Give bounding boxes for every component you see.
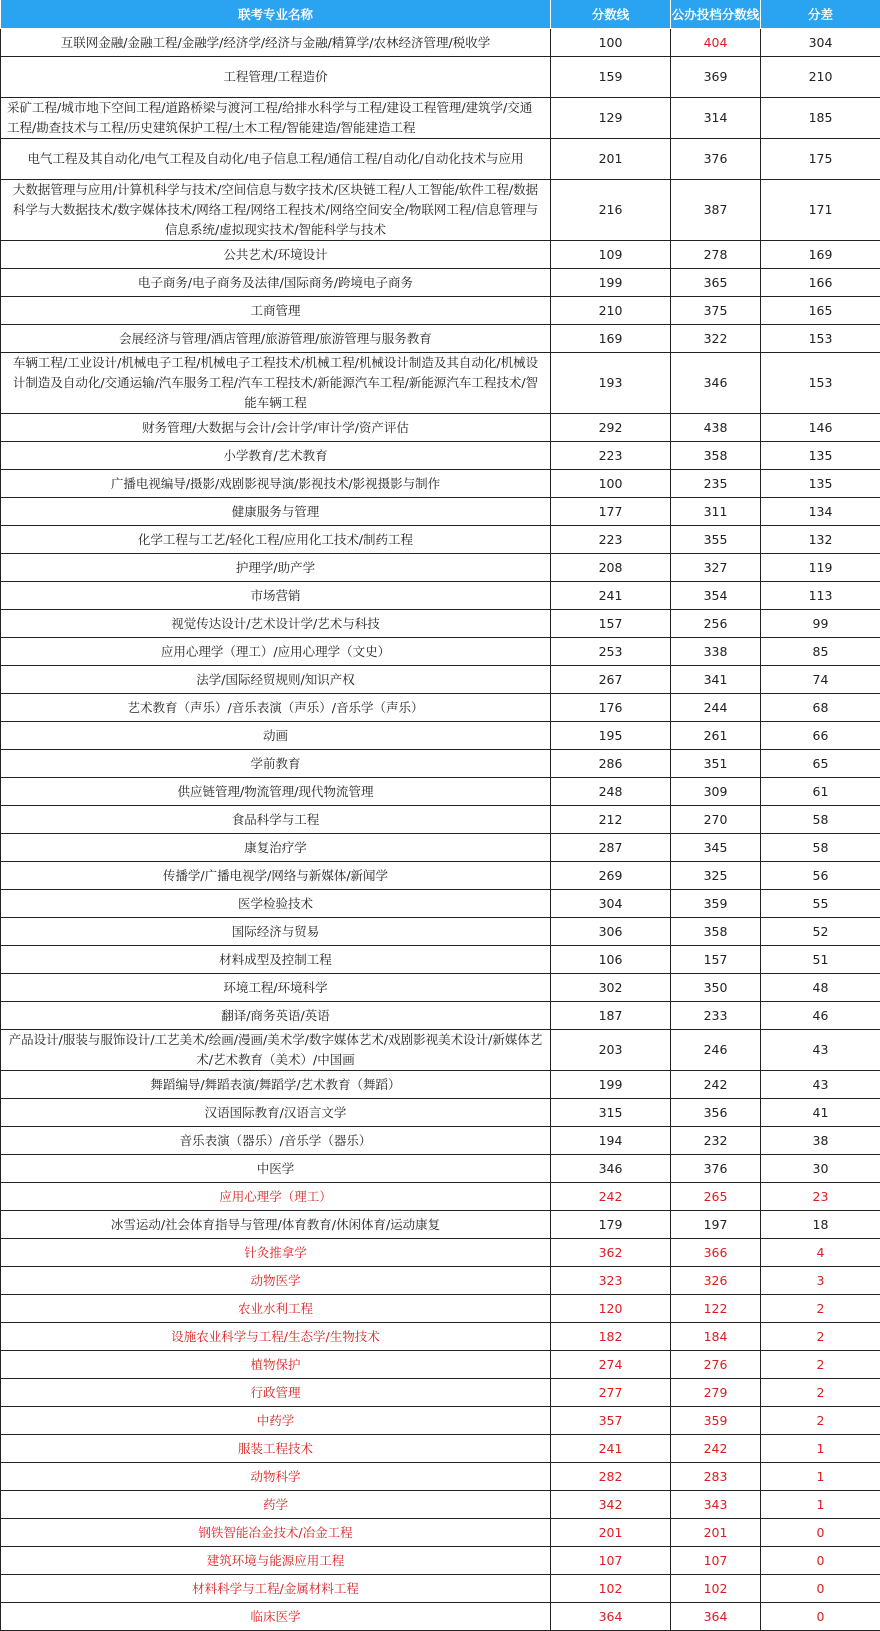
header-score-line: 分数线 — [551, 0, 671, 29]
score-line-cell: 176 — [551, 694, 671, 722]
score-line-cell: 177 — [551, 498, 671, 526]
major-name-cell: 健康服务与管理 — [1, 498, 551, 526]
score-difference-cell: 0 — [761, 1547, 880, 1575]
table-row — [1, 498, 880, 526]
table-row — [1, 98, 880, 139]
score-line-cell: 201 — [551, 1519, 671, 1547]
score-line-cell: 277 — [551, 1379, 671, 1407]
table-row — [1, 139, 880, 180]
major-name-cell: 建筑环境与能源应用工程 — [1, 1547, 551, 1575]
public-score-cell: 279 — [671, 1379, 761, 1407]
major-name-cell: 行政管理 — [1, 1379, 551, 1407]
public-score-cell: 276 — [671, 1351, 761, 1379]
score-difference-cell: 2 — [761, 1295, 880, 1323]
table-row — [1, 1295, 880, 1323]
score-line-cell: 342 — [551, 1491, 671, 1519]
public-score-cell: 270 — [671, 806, 761, 834]
major-name-cell: 采矿工程/城市地下空间工程/道路桥梁与渡河工程/给排水科学与工程/建设工程管理/建筑学/交通工程/勘查技术与工程/历史建筑保护工程/土木工程/智能建造/智能建造工程 — [1, 98, 551, 139]
public-score-cell: 376 — [671, 139, 761, 180]
score-difference-cell: 99 — [761, 610, 880, 638]
score-difference-cell: 85 — [761, 638, 880, 666]
public-score-cell: 283 — [671, 1463, 761, 1491]
table-row — [1, 834, 880, 862]
score-line-cell: 208 — [551, 554, 671, 582]
table-row — [1, 750, 880, 778]
major-name-cell: 国际经济与贸易 — [1, 918, 551, 946]
score-difference-cell: 1 — [761, 1463, 880, 1491]
public-score-cell: 369 — [671, 57, 761, 98]
major-name-cell: 护理学/助产学 — [1, 554, 551, 582]
table-row — [1, 1435, 880, 1463]
public-score-cell: 235 — [671, 470, 761, 498]
public-score-cell: 358 — [671, 442, 761, 470]
table-row — [1, 325, 880, 353]
score-line-cell: 210 — [551, 297, 671, 325]
major-name-cell: 材料科学与工程/金属材料工程 — [1, 1575, 551, 1603]
table-row — [1, 666, 880, 694]
table-row — [1, 554, 880, 582]
table-row — [1, 414, 880, 442]
major-name-cell: 工商管理 — [1, 297, 551, 325]
score-line-cell: 102 — [551, 1575, 671, 1603]
score-difference-cell: 30 — [761, 1155, 880, 1183]
score-difference-cell: 153 — [761, 325, 880, 353]
table-row — [1, 1127, 880, 1155]
public-score-cell: 322 — [671, 325, 761, 353]
table-row — [1, 918, 880, 946]
table-row — [1, 57, 880, 98]
major-name-cell: 传播学/广播电视学/网络与新媒体/新闻学 — [1, 862, 551, 890]
score-line-cell: 274 — [551, 1351, 671, 1379]
score-line-cell: 304 — [551, 890, 671, 918]
score-difference-cell: 153 — [761, 353, 880, 414]
table-row — [1, 946, 880, 974]
score-line-cell: 306 — [551, 918, 671, 946]
score-difference-cell: 0 — [761, 1519, 880, 1547]
score-difference-cell: 58 — [761, 834, 880, 862]
score-line-cell: 282 — [551, 1463, 671, 1491]
score-difference-cell: 18 — [761, 1211, 880, 1239]
score-difference-cell: 171 — [761, 180, 880, 241]
score-line-cell: 223 — [551, 526, 671, 554]
header-major-name: 联考专业名称 — [1, 0, 551, 29]
public-score-cell: 309 — [671, 778, 761, 806]
score-line-cell: 203 — [551, 1030, 671, 1071]
public-score-cell: 197 — [671, 1211, 761, 1239]
public-score-cell: 107 — [671, 1547, 761, 1575]
public-score-cell: 201 — [671, 1519, 761, 1547]
major-name-cell: 产品设计/服装与服饰设计/工艺美术/绘画/漫画/美术学/数字媒体艺术/戏剧影视美术设计/新媒体艺术/艺术教育（美术）/中国画 — [1, 1030, 551, 1071]
score-difference-cell: 56 — [761, 862, 880, 890]
public-score-cell: 242 — [671, 1071, 761, 1099]
score-line-cell: 179 — [551, 1211, 671, 1239]
score-difference-cell: 1 — [761, 1491, 880, 1519]
major-name-cell: 动物医学 — [1, 1267, 551, 1295]
score-difference-cell: 4 — [761, 1239, 880, 1267]
score-line-cell: 223 — [551, 442, 671, 470]
table-row — [1, 1547, 880, 1575]
major-name-cell: 供应链管理/物流管理/现代物流管理 — [1, 778, 551, 806]
score-difference-cell: 175 — [761, 139, 880, 180]
public-score-cell: 354 — [671, 582, 761, 610]
score-difference-cell: 74 — [761, 666, 880, 694]
public-score-cell: 233 — [671, 1002, 761, 1030]
public-score-cell: 102 — [671, 1575, 761, 1603]
table-row — [1, 1002, 880, 1030]
major-name-cell: 公共艺术/环境设计 — [1, 241, 551, 269]
major-name-cell: 钢铁智能冶金技术/冶金工程 — [1, 1519, 551, 1547]
score-line-cell: 212 — [551, 806, 671, 834]
score-difference-cell: 23 — [761, 1183, 880, 1211]
table-row — [1, 1603, 880, 1631]
score-line-cell: 269 — [551, 862, 671, 890]
table-row — [1, 722, 880, 750]
major-name-cell: 工程管理/工程造价 — [1, 57, 551, 98]
score-difference-cell: 3 — [761, 1267, 880, 1295]
score-difference-cell: 43 — [761, 1030, 880, 1071]
public-score-cell: 244 — [671, 694, 761, 722]
table-row — [1, 180, 880, 241]
major-name-cell: 翻译/商务英语/英语 — [1, 1002, 551, 1030]
public-score-cell: 438 — [671, 414, 761, 442]
score-difference-cell: 2 — [761, 1407, 880, 1435]
major-name-cell: 财务管理/大数据与会计/会计学/审计学/资产评估 — [1, 414, 551, 442]
public-score-cell: 184 — [671, 1323, 761, 1351]
score-difference-cell: 68 — [761, 694, 880, 722]
score-difference-cell: 135 — [761, 470, 880, 498]
table-row — [1, 1575, 880, 1603]
public-score-cell: 350 — [671, 974, 761, 1002]
table-row — [1, 1519, 880, 1547]
score-line-cell: 199 — [551, 1071, 671, 1099]
major-name-cell: 医学检验技术 — [1, 890, 551, 918]
major-name-cell: 市场营销 — [1, 582, 551, 610]
public-score-cell: 364 — [671, 1603, 761, 1631]
major-name-cell: 应用心理学（理工）/应用心理学（文史） — [1, 638, 551, 666]
major-name-cell: 应用心理学（理工） — [1, 1183, 551, 1211]
score-line-cell: 199 — [551, 269, 671, 297]
score-line-cell: 216 — [551, 180, 671, 241]
public-score-cell: 265 — [671, 1183, 761, 1211]
score-line-cell: 362 — [551, 1239, 671, 1267]
table-row — [1, 297, 880, 325]
score-line-cell: 302 — [551, 974, 671, 1002]
score-difference-cell: 2 — [761, 1323, 880, 1351]
table-row — [1, 1463, 880, 1491]
major-name-cell: 服装工程技术 — [1, 1435, 551, 1463]
major-name-cell: 法学/国际经贸规则/知识产权 — [1, 666, 551, 694]
major-name-cell: 康复治疗学 — [1, 834, 551, 862]
public-score-cell: 355 — [671, 526, 761, 554]
table-row — [1, 1239, 880, 1267]
table-row — [1, 29, 880, 57]
major-name-cell: 电子商务/电子商务及法律/国际商务/跨境电子商务 — [1, 269, 551, 297]
table-row — [1, 638, 880, 666]
score-difference-cell: 165 — [761, 297, 880, 325]
table-row — [1, 1351, 880, 1379]
table-row — [1, 1071, 880, 1099]
major-name-cell: 针灸推拿学 — [1, 1239, 551, 1267]
score-line-cell: 120 — [551, 1295, 671, 1323]
score-line-cell: 100 — [551, 470, 671, 498]
public-score-cell: 356 — [671, 1099, 761, 1127]
table-row — [1, 1030, 880, 1071]
score-difference-cell: 169 — [761, 241, 880, 269]
major-name-cell: 广播电视编导/摄影/戏剧影视导演/影视技术/影视摄影与制作 — [1, 470, 551, 498]
table-row — [1, 1491, 880, 1519]
score-difference-cell: 146 — [761, 414, 880, 442]
public-score-cell: 326 — [671, 1267, 761, 1295]
header-score-difference: 分差 — [761, 0, 880, 29]
score-line-cell: 248 — [551, 778, 671, 806]
score-difference-cell: 46 — [761, 1002, 880, 1030]
score-line-cell: 106 — [551, 946, 671, 974]
score-difference-cell: 210 — [761, 57, 880, 98]
score-difference-cell: 61 — [761, 778, 880, 806]
score-difference-cell: 55 — [761, 890, 880, 918]
header-public-score-line: 公办投档分数线 — [671, 0, 761, 29]
table-row — [1, 778, 880, 806]
score-line-cell: 323 — [551, 1267, 671, 1295]
public-score-cell: 278 — [671, 241, 761, 269]
table-row — [1, 1267, 880, 1295]
score-line-cell: 287 — [551, 834, 671, 862]
major-name-cell: 舞蹈编导/舞蹈表演/舞蹈学/艺术教育（舞蹈） — [1, 1071, 551, 1099]
public-score-cell: 327 — [671, 554, 761, 582]
score-line-cell: 194 — [551, 1127, 671, 1155]
score-line-cell: 157 — [551, 610, 671, 638]
public-score-cell: 345 — [671, 834, 761, 862]
major-name-cell: 动物科学 — [1, 1463, 551, 1491]
score-difference-cell: 132 — [761, 526, 880, 554]
major-name-cell: 农业水利工程 — [1, 1295, 551, 1323]
table-row — [1, 1407, 880, 1435]
table-row — [1, 470, 880, 498]
score-difference-cell: 51 — [761, 946, 880, 974]
score-difference-cell: 185 — [761, 98, 880, 139]
score-line-cell: 195 — [551, 722, 671, 750]
score-line-cell: 201 — [551, 139, 671, 180]
table-row — [1, 862, 880, 890]
major-name-cell: 艺术教育（声乐）/音乐表演（声乐）/音乐学（声乐） — [1, 694, 551, 722]
score-line-cell: 193 — [551, 353, 671, 414]
public-score-cell: 246 — [671, 1030, 761, 1071]
score-difference-cell: 43 — [761, 1071, 880, 1099]
table-row — [1, 353, 880, 414]
score-line-cell: 182 — [551, 1323, 671, 1351]
public-score-cell: 359 — [671, 1407, 761, 1435]
score-line-cell: 169 — [551, 325, 671, 353]
table-row — [1, 610, 880, 638]
score-difference-cell: 166 — [761, 269, 880, 297]
public-score-cell: 375 — [671, 297, 761, 325]
public-score-cell: 346 — [671, 353, 761, 414]
table-row — [1, 269, 880, 297]
public-score-cell: 343 — [671, 1491, 761, 1519]
public-score-cell: 338 — [671, 638, 761, 666]
score-difference-cell: 0 — [761, 1575, 880, 1603]
score-line-cell: 364 — [551, 1603, 671, 1631]
major-name-cell: 会展经济与管理/酒店管理/旅游管理/旅游管理与服务教育 — [1, 325, 551, 353]
public-score-cell: 311 — [671, 498, 761, 526]
score-line-cell: 107 — [551, 1547, 671, 1575]
public-score-cell: 341 — [671, 666, 761, 694]
public-score-cell: 122 — [671, 1295, 761, 1323]
major-name-cell: 电气工程及其自动化/电气工程及自动化/电子信息工程/通信工程/自动化/自动化技术与应用 — [1, 139, 551, 180]
major-name-cell: 中药学 — [1, 1407, 551, 1435]
table-row — [1, 1183, 880, 1211]
public-score-cell: 325 — [671, 862, 761, 890]
major-name-cell: 化学工程与工艺/轻化工程/应用化工技术/制药工程 — [1, 526, 551, 554]
score-difference-cell: 48 — [761, 974, 880, 1002]
score-difference-cell: 58 — [761, 806, 880, 834]
table-row — [1, 1379, 880, 1407]
major-name-cell: 学前教育 — [1, 750, 551, 778]
score-difference-cell: 135 — [761, 442, 880, 470]
table-body — [1, 29, 880, 1631]
major-name-cell: 音乐表演（器乐）/音乐学（器乐） — [1, 1127, 551, 1155]
table-row — [1, 1099, 880, 1127]
score-line-cell: 357 — [551, 1407, 671, 1435]
score-line-cell: 241 — [551, 582, 671, 610]
major-name-cell: 汉语国际教育/汉语言文学 — [1, 1099, 551, 1127]
table-row — [1, 974, 880, 1002]
score-difference-cell: 113 — [761, 582, 880, 610]
major-name-cell: 植物保护 — [1, 1351, 551, 1379]
table-row — [1, 1323, 880, 1351]
score-difference-cell: 65 — [761, 750, 880, 778]
major-name-cell: 材料成型及控制工程 — [1, 946, 551, 974]
public-score-cell: 358 — [671, 918, 761, 946]
score-line-cell: 267 — [551, 666, 671, 694]
table-row — [1, 806, 880, 834]
score-line-cell: 286 — [551, 750, 671, 778]
public-score-cell: 351 — [671, 750, 761, 778]
public-score-cell: 404 — [671, 29, 761, 57]
score-difference-cell: 52 — [761, 918, 880, 946]
score-line-cell: 241 — [551, 1435, 671, 1463]
score-difference-cell: 0 — [761, 1603, 880, 1631]
score-line-cell: 242 — [551, 1183, 671, 1211]
major-name-cell: 冰雪运动/社会体育指导与管理/体育教育/休闲体育/运动康复 — [1, 1211, 551, 1239]
table-row — [1, 890, 880, 918]
public-score-cell: 359 — [671, 890, 761, 918]
score-difference-cell: 1 — [761, 1435, 880, 1463]
major-name-cell: 视觉传达设计/艺术设计学/艺术与科技 — [1, 610, 551, 638]
major-name-cell: 车辆工程/工业设计/机械电子工程/机械电子工程技术/机械工程/机械设计制造及其自动化/机械设计制造及自动化/交通运输/汽车服务工程/汽车工程技术/新能源汽车工程/新能源汽车工程技术/智能车辆工程 — [1, 353, 551, 414]
major-name-cell: 临床医学 — [1, 1603, 551, 1631]
score-line-cell: 109 — [551, 241, 671, 269]
score-line-cell: 187 — [551, 1002, 671, 1030]
score-difference-cell: 119 — [761, 554, 880, 582]
public-score-cell: 261 — [671, 722, 761, 750]
major-name-cell: 环境工程/环境科学 — [1, 974, 551, 1002]
major-name-cell: 动画 — [1, 722, 551, 750]
public-score-cell: 376 — [671, 1155, 761, 1183]
score-difference-cell: 2 — [761, 1351, 880, 1379]
public-score-cell: 387 — [671, 180, 761, 241]
table-row — [1, 1155, 880, 1183]
major-name-cell: 中医学 — [1, 1155, 551, 1183]
score-difference-cell: 66 — [761, 722, 880, 750]
public-score-cell: 256 — [671, 610, 761, 638]
score-difference-cell: 41 — [761, 1099, 880, 1127]
score-line-cell: 159 — [551, 57, 671, 98]
score-difference-cell: 2 — [761, 1379, 880, 1407]
table-header-row — [1, 0, 880, 29]
major-name-cell: 食品科学与工程 — [1, 806, 551, 834]
score-line-cell: 253 — [551, 638, 671, 666]
major-name-cell: 互联网金融/金融工程/金融学/经济学/经济与金融/精算学/农林经济管理/税收学 — [1, 29, 551, 57]
table-row — [1, 582, 880, 610]
score-line-cell: 100 — [551, 29, 671, 57]
public-score-cell: 157 — [671, 946, 761, 974]
major-name-cell: 药学 — [1, 1491, 551, 1519]
major-name-cell: 小学教育/艺术教育 — [1, 442, 551, 470]
score-difference-cell: 134 — [761, 498, 880, 526]
score-difference-cell: 304 — [761, 29, 880, 57]
major-name-cell: 大数据管理与应用/计算机科学与技术/空间信息与数字技术/区块链工程/人工智能/软件工程/数据科学与大数据技术/数字媒体技术/网络工程/网络工程技术/网络空间安全/物联网工程/信息管理与信息系统/虚拟现实技术/智能科学与技术 — [1, 180, 551, 241]
score-line-cell: 129 — [551, 98, 671, 139]
score-line-cell: 292 — [551, 414, 671, 442]
public-score-cell: 366 — [671, 1239, 761, 1267]
score-line-cell: 346 — [551, 1155, 671, 1183]
table-row — [1, 694, 880, 722]
table-row — [1, 526, 880, 554]
table-row — [1, 1211, 880, 1239]
table-row — [1, 442, 880, 470]
public-score-cell: 232 — [671, 1127, 761, 1155]
public-score-cell: 365 — [671, 269, 761, 297]
score-difference-cell: 38 — [761, 1127, 880, 1155]
public-score-cell: 242 — [671, 1435, 761, 1463]
major-name-cell: 设施农业科学与工程/生态学/生物技术 — [1, 1323, 551, 1351]
table-row — [1, 241, 880, 269]
public-score-cell: 314 — [671, 98, 761, 139]
score-line-cell: 315 — [551, 1099, 671, 1127]
